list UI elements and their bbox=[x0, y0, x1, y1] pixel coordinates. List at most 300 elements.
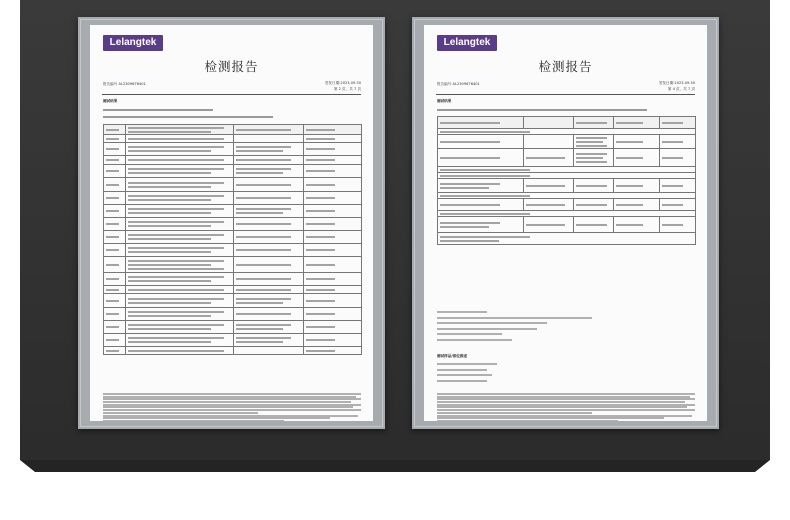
table-cell bbox=[660, 179, 696, 193]
table-cell bbox=[304, 125, 362, 135]
cell-text-placeholder bbox=[236, 184, 291, 186]
cell-text-placeholder bbox=[526, 157, 565, 159]
note-line bbox=[437, 415, 692, 417]
table-cell bbox=[104, 135, 126, 143]
note-line bbox=[103, 393, 361, 395]
cell-text-placeholder bbox=[236, 159, 291, 161]
table-cell bbox=[234, 273, 304, 286]
cell-text-placeholder bbox=[128, 159, 224, 161]
cell-text-placeholder bbox=[128, 238, 211, 240]
table-cell bbox=[614, 149, 660, 167]
table-cell bbox=[614, 117, 660, 129]
table-cell bbox=[660, 217, 696, 233]
cell-text-placeholder bbox=[576, 122, 607, 124]
note-line bbox=[103, 396, 356, 398]
table-cell bbox=[104, 205, 126, 218]
cell-text-placeholder bbox=[440, 131, 530, 133]
cell-text-placeholder bbox=[128, 276, 224, 278]
cell-text-placeholder bbox=[106, 138, 119, 140]
table-cell bbox=[304, 231, 362, 244]
cell-text-placeholder bbox=[576, 141, 603, 143]
table-cell bbox=[126, 125, 234, 135]
cell-text-placeholder bbox=[440, 157, 500, 159]
table-cell bbox=[126, 205, 234, 218]
note-line bbox=[103, 404, 361, 406]
cell-text-placeholder bbox=[128, 311, 224, 313]
cell-text-placeholder bbox=[128, 324, 224, 326]
note-line bbox=[103, 409, 361, 411]
table-cell bbox=[438, 135, 524, 149]
migration-test-table bbox=[437, 116, 696, 245]
cell-text-placeholder bbox=[236, 249, 291, 251]
table-cell bbox=[614, 135, 660, 149]
cell-text-placeholder bbox=[236, 278, 291, 280]
header-rule bbox=[436, 94, 695, 95]
table-cell bbox=[304, 257, 362, 273]
disclaimer-footer bbox=[103, 393, 361, 421]
cell-text-placeholder bbox=[440, 222, 500, 224]
document-frame-right bbox=[412, 17, 719, 429]
table-cell bbox=[574, 199, 614, 211]
note-line bbox=[437, 406, 687, 408]
cell-text-placeholder bbox=[306, 350, 335, 352]
table-cell bbox=[304, 347, 362, 355]
note-line bbox=[437, 369, 487, 371]
table-cell bbox=[574, 135, 614, 149]
table-cell bbox=[234, 125, 304, 135]
cell-text-placeholder bbox=[128, 247, 224, 249]
cell-text-placeholder bbox=[106, 210, 119, 212]
cell-text-placeholder bbox=[128, 172, 211, 174]
table-row bbox=[104, 257, 362, 273]
note-line bbox=[103, 415, 358, 417]
cell-text-placeholder bbox=[128, 280, 211, 282]
table-cell bbox=[304, 321, 362, 334]
cell-text-placeholder bbox=[236, 197, 291, 199]
cell-text-placeholder bbox=[236, 324, 291, 326]
table-cell bbox=[524, 199, 574, 211]
table-row bbox=[104, 231, 362, 244]
table-cell bbox=[104, 244, 126, 257]
table-cell bbox=[304, 205, 362, 218]
table-row bbox=[438, 149, 696, 167]
table-cell bbox=[126, 273, 234, 286]
table-cell bbox=[234, 347, 304, 355]
section-heading: 测试结果 bbox=[103, 99, 118, 103]
table-row bbox=[104, 286, 362, 294]
cell-text-placeholder bbox=[106, 129, 119, 131]
cell-text-placeholder bbox=[236, 223, 291, 225]
table-cell bbox=[234, 205, 304, 218]
table-cell bbox=[574, 217, 614, 233]
table-cell bbox=[234, 218, 304, 231]
cell-text-placeholder bbox=[576, 161, 607, 163]
cell-text-placeholder bbox=[616, 122, 643, 124]
note-line bbox=[437, 404, 695, 406]
table-cell bbox=[126, 286, 234, 294]
cell-text-placeholder bbox=[440, 183, 500, 185]
cell-text-placeholder bbox=[616, 185, 643, 187]
table-cell bbox=[234, 321, 304, 334]
page-number: 第 4 页，共 7 页 bbox=[667, 87, 695, 91]
note-line bbox=[103, 420, 284, 421]
table-cell bbox=[104, 294, 126, 308]
table-row bbox=[104, 125, 362, 135]
cell-text-placeholder bbox=[440, 236, 530, 238]
cell-text-placeholder bbox=[106, 350, 119, 352]
table-cell bbox=[234, 135, 304, 143]
table-cell bbox=[126, 143, 234, 156]
table-row bbox=[104, 192, 362, 205]
cell-text-placeholder bbox=[440, 226, 489, 228]
cell-text-placeholder bbox=[576, 185, 607, 187]
table-cell bbox=[304, 192, 362, 205]
cell-text-placeholder bbox=[128, 212, 211, 214]
cell-text-placeholder bbox=[306, 129, 335, 131]
table-cell bbox=[438, 117, 524, 129]
cell-text-placeholder bbox=[236, 146, 291, 148]
cell-text-placeholder bbox=[306, 210, 335, 212]
document-frame-left bbox=[78, 17, 385, 429]
table-cell bbox=[126, 321, 234, 334]
cell-text-placeholder bbox=[128, 146, 224, 148]
note-line bbox=[437, 317, 592, 319]
table-cell bbox=[104, 273, 126, 286]
table-row bbox=[104, 218, 362, 231]
notes-block bbox=[437, 311, 687, 344]
note-line bbox=[437, 420, 618, 421]
cell-text-placeholder bbox=[576, 224, 607, 226]
table-cell bbox=[126, 178, 234, 192]
table-cell bbox=[234, 143, 304, 156]
cell-text-placeholder bbox=[440, 169, 530, 171]
note-line bbox=[103, 406, 353, 408]
cell-text-placeholder bbox=[306, 170, 335, 172]
note-line bbox=[103, 398, 361, 400]
note-line bbox=[437, 374, 492, 376]
cell-text-placeholder bbox=[106, 278, 119, 280]
cell-text-placeholder bbox=[236, 129, 291, 131]
cell-text-placeholder bbox=[128, 150, 211, 152]
cell-text-placeholder bbox=[662, 157, 683, 159]
table-row bbox=[104, 135, 362, 143]
cell-text-placeholder bbox=[236, 264, 291, 266]
table-cell bbox=[438, 149, 524, 167]
sample-list bbox=[437, 363, 687, 385]
note-line bbox=[437, 339, 512, 341]
table-row bbox=[438, 199, 696, 211]
table-cell bbox=[660, 135, 696, 149]
floor bbox=[0, 460, 790, 520]
cell-text-placeholder bbox=[576, 137, 607, 139]
table-cell bbox=[438, 217, 524, 233]
brand-logo: Lelangtek bbox=[437, 35, 497, 51]
table-row bbox=[438, 233, 696, 245]
table-cell bbox=[304, 165, 362, 178]
table-cell bbox=[524, 179, 574, 193]
table-cell bbox=[438, 233, 696, 245]
cell-text-placeholder bbox=[106, 264, 119, 266]
table-cell bbox=[614, 179, 660, 193]
table-cell bbox=[126, 165, 234, 178]
table-row bbox=[104, 334, 362, 347]
table-cell bbox=[574, 117, 614, 129]
table-row bbox=[104, 178, 362, 192]
table-cell bbox=[234, 308, 304, 321]
table-cell bbox=[234, 156, 304, 165]
table-cell bbox=[574, 179, 614, 193]
table-cell bbox=[104, 257, 126, 273]
cell-text-placeholder bbox=[236, 212, 283, 214]
note-line bbox=[437, 363, 497, 365]
table-cell bbox=[438, 199, 524, 211]
brand-logo: Lelangtek bbox=[103, 35, 163, 51]
table-cell bbox=[304, 244, 362, 257]
cell-text-placeholder bbox=[106, 223, 119, 225]
cell-text-placeholder bbox=[236, 150, 283, 152]
table-cell bbox=[660, 117, 696, 129]
cell-text-placeholder bbox=[236, 313, 291, 315]
cell-text-placeholder bbox=[106, 289, 119, 291]
cell-text-placeholder bbox=[128, 328, 211, 330]
cell-text-placeholder bbox=[616, 157, 643, 159]
test-results-table bbox=[103, 124, 362, 355]
table-cell bbox=[234, 244, 304, 257]
cell-text-placeholder bbox=[440, 240, 499, 242]
cell-text-placeholder bbox=[440, 213, 530, 215]
table-cell bbox=[104, 165, 126, 178]
note-line bbox=[437, 311, 487, 313]
disclaimer-footer bbox=[437, 393, 695, 421]
table-row bbox=[438, 179, 696, 193]
table-row bbox=[104, 321, 362, 334]
cell-text-placeholder bbox=[128, 289, 224, 291]
table-cell bbox=[126, 294, 234, 308]
table-cell bbox=[234, 231, 304, 244]
note-line bbox=[437, 328, 537, 330]
cell-text-placeholder bbox=[306, 148, 335, 150]
intro-line bbox=[103, 116, 273, 118]
cell-text-placeholder bbox=[662, 204, 683, 206]
cell-text-placeholder bbox=[236, 302, 283, 304]
table-cell bbox=[126, 156, 234, 165]
cell-text-placeholder bbox=[106, 159, 119, 161]
issue-date: 签发日期:2023.09.30 bbox=[658, 81, 695, 85]
cell-text-placeholder bbox=[306, 264, 335, 266]
cell-text-placeholder bbox=[128, 302, 211, 304]
cell-text-placeholder bbox=[128, 298, 224, 300]
samples-heading: 测试样品/部位描述 bbox=[437, 354, 468, 358]
cell-text-placeholder bbox=[306, 138, 335, 140]
table-cell bbox=[304, 308, 362, 321]
note-line bbox=[437, 417, 664, 419]
report-page-right bbox=[424, 25, 707, 421]
note-line bbox=[437, 322, 547, 324]
cell-text-placeholder bbox=[106, 184, 119, 186]
table-row bbox=[104, 143, 362, 156]
cell-text-placeholder bbox=[306, 313, 335, 315]
cell-text-placeholder bbox=[306, 159, 335, 161]
table-cell bbox=[614, 217, 660, 233]
table-row bbox=[438, 217, 696, 233]
cell-text-placeholder bbox=[128, 225, 211, 227]
cell-text-placeholder bbox=[236, 289, 291, 291]
table-row bbox=[438, 135, 696, 149]
cell-text-placeholder bbox=[576, 153, 607, 155]
table-cell bbox=[126, 347, 234, 355]
standard-line bbox=[437, 109, 647, 111]
cell-text-placeholder bbox=[306, 236, 335, 238]
report-title: 检测报告 bbox=[204, 59, 259, 74]
cell-text-placeholder bbox=[128, 315, 211, 317]
table-cell bbox=[524, 135, 574, 149]
floor-shape bbox=[0, 460, 790, 520]
table-row bbox=[104, 308, 362, 321]
note-line bbox=[103, 401, 351, 403]
cell-text-placeholder bbox=[526, 224, 565, 226]
cell-text-placeholder bbox=[306, 197, 335, 199]
table-row bbox=[104, 205, 362, 218]
cell-text-placeholder bbox=[106, 148, 119, 150]
cell-text-placeholder bbox=[616, 224, 643, 226]
table-cell bbox=[304, 135, 362, 143]
cell-text-placeholder bbox=[128, 264, 211, 266]
cell-text-placeholder bbox=[306, 223, 335, 225]
table-row bbox=[104, 273, 362, 286]
cell-text-placeholder bbox=[306, 339, 335, 341]
cell-text-placeholder bbox=[526, 204, 565, 206]
cell-text-placeholder bbox=[526, 185, 565, 187]
report-page-left bbox=[90, 25, 373, 421]
cell-text-placeholder bbox=[106, 197, 119, 199]
table-row bbox=[104, 244, 362, 257]
table-cell bbox=[126, 231, 234, 244]
note-line bbox=[103, 412, 258, 414]
report-number: 报告编号 AL2309676401 bbox=[437, 82, 480, 86]
report-title: 检测报告 bbox=[538, 59, 593, 74]
table-cell bbox=[104, 321, 126, 334]
table-cell bbox=[234, 165, 304, 178]
note-line bbox=[437, 401, 685, 403]
table-cell bbox=[104, 347, 126, 355]
table-cell bbox=[104, 218, 126, 231]
cell-text-placeholder bbox=[440, 175, 530, 177]
cell-text-placeholder bbox=[106, 326, 119, 328]
cell-text-placeholder bbox=[306, 278, 335, 280]
table-cell bbox=[234, 192, 304, 205]
cell-text-placeholder bbox=[306, 184, 335, 186]
standard-line bbox=[103, 109, 213, 111]
note-line bbox=[437, 393, 695, 395]
table-cell bbox=[234, 257, 304, 273]
cell-text-placeholder bbox=[128, 182, 224, 184]
note-line bbox=[437, 398, 695, 400]
table-cell bbox=[524, 149, 574, 167]
table-cell bbox=[660, 199, 696, 211]
cell-text-placeholder bbox=[106, 170, 119, 172]
table-cell bbox=[104, 334, 126, 347]
report-meta bbox=[325, 80, 361, 92]
cell-text-placeholder bbox=[128, 131, 211, 133]
cell-text-placeholder bbox=[306, 300, 335, 302]
report-meta bbox=[659, 80, 695, 92]
table-cell bbox=[126, 257, 234, 273]
cell-text-placeholder bbox=[106, 300, 119, 302]
cell-text-placeholder bbox=[128, 341, 211, 343]
note-line bbox=[437, 396, 690, 398]
table-cell bbox=[126, 308, 234, 321]
cell-text-placeholder bbox=[128, 234, 224, 236]
table-row bbox=[104, 347, 362, 355]
note-line bbox=[437, 409, 695, 411]
table-cell bbox=[126, 192, 234, 205]
cell-text-placeholder bbox=[576, 145, 607, 147]
table-cell bbox=[126, 244, 234, 257]
cell-text-placeholder bbox=[236, 337, 291, 339]
table-cell bbox=[574, 149, 614, 167]
table-cell bbox=[304, 273, 362, 286]
table-cell bbox=[234, 286, 304, 294]
cell-text-placeholder bbox=[440, 195, 530, 197]
cell-text-placeholder bbox=[616, 141, 643, 143]
cell-text-placeholder bbox=[576, 204, 607, 206]
table-cell bbox=[304, 334, 362, 347]
table-cell bbox=[104, 308, 126, 321]
cell-text-placeholder bbox=[440, 204, 500, 206]
table-cell bbox=[304, 156, 362, 165]
cell-text-placeholder bbox=[128, 186, 211, 188]
cell-text-placeholder bbox=[128, 251, 211, 253]
table-cell bbox=[234, 178, 304, 192]
table-cell bbox=[104, 143, 126, 156]
cell-text-placeholder bbox=[236, 328, 283, 330]
table-cell bbox=[104, 231, 126, 244]
cell-text-placeholder bbox=[306, 289, 335, 291]
table-cell bbox=[126, 135, 234, 143]
cell-text-placeholder bbox=[128, 208, 224, 210]
note-line bbox=[437, 412, 592, 414]
table-cell bbox=[660, 149, 696, 167]
issue-date: 签发日期:2023.09.30 bbox=[324, 81, 361, 85]
table-cell bbox=[104, 192, 126, 205]
table-cell bbox=[614, 199, 660, 211]
table-cell bbox=[104, 156, 126, 165]
cell-text-placeholder bbox=[128, 127, 224, 129]
table-cell bbox=[304, 143, 362, 156]
cell-text-placeholder bbox=[306, 326, 335, 328]
cell-text-placeholder bbox=[128, 199, 211, 201]
cell-text-placeholder bbox=[128, 195, 224, 197]
cell-text-placeholder bbox=[616, 204, 643, 206]
cell-text-placeholder bbox=[236, 341, 283, 343]
table-cell bbox=[104, 178, 126, 192]
cell-text-placeholder bbox=[236, 208, 291, 210]
cell-text-placeholder bbox=[128, 337, 224, 339]
report-number: 报告编号 AL2309676401 bbox=[103, 82, 146, 86]
table-cell bbox=[304, 294, 362, 308]
note-line bbox=[437, 333, 502, 335]
page-number: 第 2 页，共 7 页 bbox=[333, 87, 361, 91]
cell-text-placeholder bbox=[236, 168, 291, 170]
cell-text-placeholder bbox=[128, 168, 224, 170]
table-row bbox=[438, 117, 696, 129]
note-line bbox=[103, 417, 330, 419]
cell-text-placeholder bbox=[128, 138, 224, 140]
cell-text-placeholder bbox=[106, 313, 119, 315]
table-cell bbox=[126, 334, 234, 347]
cell-text-placeholder bbox=[106, 249, 119, 251]
table-row bbox=[104, 294, 362, 308]
